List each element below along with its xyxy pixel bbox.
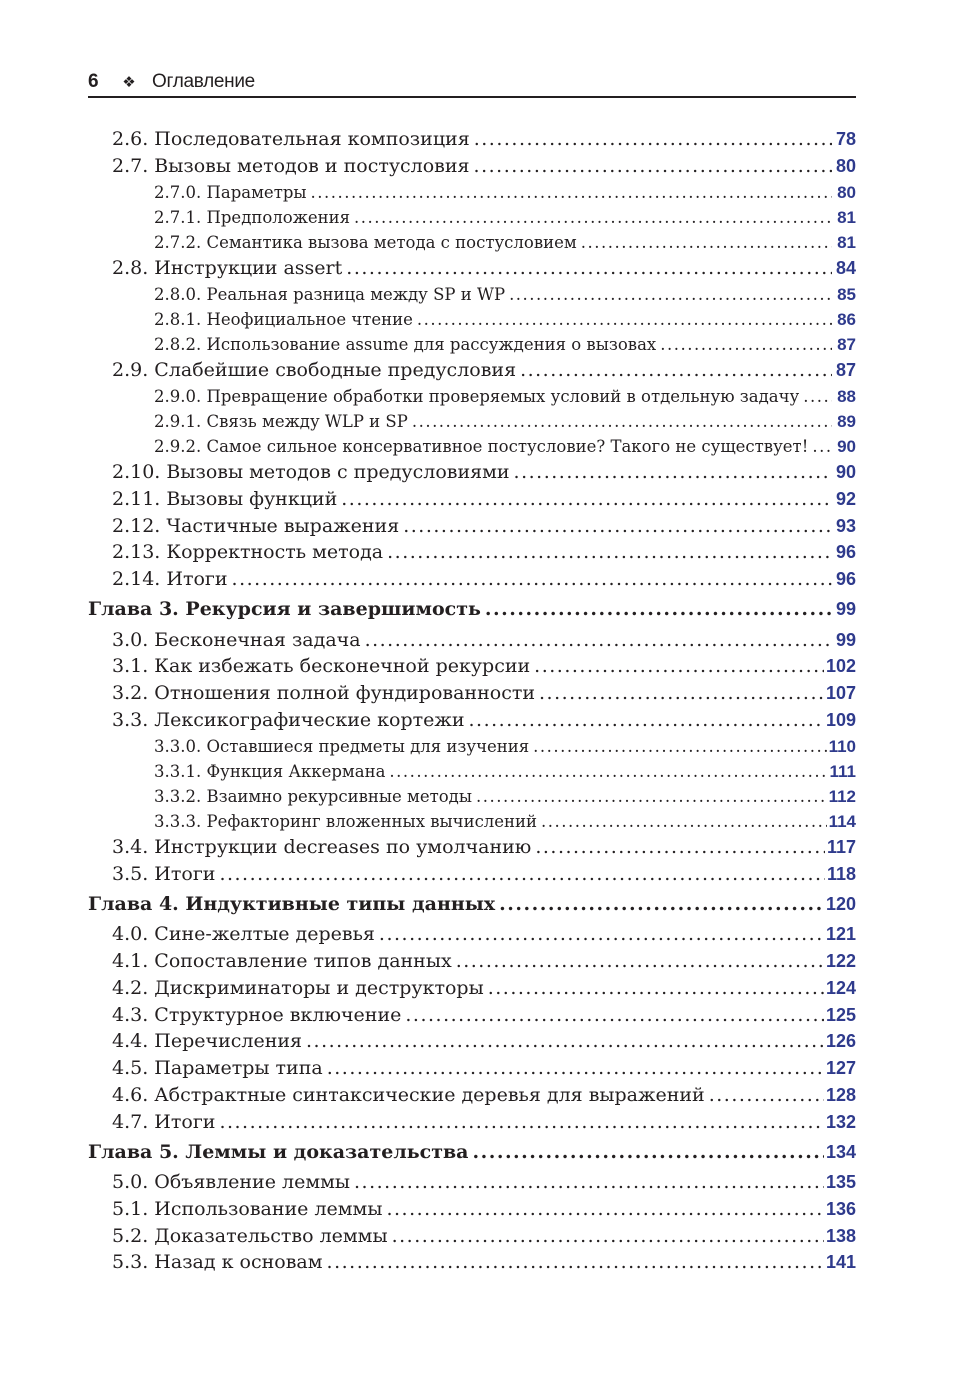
toc-entry <box>88 809 856 834</box>
toc-entry-title: 2.9.0. Превращение обработки проверяемых условий в отдельную задачу <box>154 386 800 406</box>
dot-leader <box>387 539 832 566</box>
toc-entry-page: 121 <box>825 924 856 945</box>
toc-entry <box>88 921 856 948</box>
toc-chapter-entry <box>88 593 856 627</box>
toc-entry-page: 118 <box>826 863 856 884</box>
toc-entry <box>88 1055 856 1082</box>
toc-entry-title: 3.3.2. Взаимно рекурсивные методы <box>154 786 472 806</box>
toc-entry-page: 122 <box>825 950 856 971</box>
toc-entry <box>88 1249 856 1276</box>
toc-entry <box>88 1196 856 1223</box>
toc-entry-page: 127 <box>825 1058 856 1079</box>
toc-entry-title: 2.11. Вызовы функций <box>112 487 338 510</box>
toc-entry-page: 96 <box>835 542 856 563</box>
toc-entry <box>88 948 856 975</box>
toc-entry-page: 89 <box>837 411 856 431</box>
toc-entry-title: 2.10. Вызовы методов с предусловиями <box>112 461 510 484</box>
toc-entry-title: 3.3.3. Рефакторинг вложенных вычислений <box>154 811 538 831</box>
toc-entry-page: 124 <box>825 977 856 998</box>
toc-entry-page: 136 <box>825 1198 856 1219</box>
dot-leader <box>417 307 832 332</box>
toc-entry-title: 4.3. Структурное включение <box>112 1003 402 1026</box>
toc-entry-page: 117 <box>826 837 856 858</box>
dot-leader <box>539 680 824 707</box>
toc-entry <box>88 205 856 230</box>
toc-entry-title: 2.14. Итоги <box>112 568 228 591</box>
dot-leader <box>365 627 832 654</box>
toc-entry-title: Глава 3. Рекурсия и завершимость <box>88 598 481 621</box>
dot-leader <box>219 861 825 888</box>
toc-entry-page: 114 <box>828 811 856 831</box>
toc-entry-title: 3.2. Отношения полной фундированности <box>112 682 536 705</box>
dot-leader <box>456 948 824 975</box>
dot-leader <box>341 486 832 513</box>
dot-leader <box>534 653 824 680</box>
toc-entry <box>88 126 856 153</box>
toc-entry-title: 4.4. Перечисления <box>112 1030 303 1053</box>
toc-entry-page: 96 <box>835 569 856 590</box>
toc-entry-title: 3.3. Лексикографические кортежи <box>112 708 465 731</box>
dot-leader <box>232 566 832 593</box>
toc-entry-title: 2.13. Корректность метода <box>112 541 384 564</box>
toc-entry-page: 78 <box>835 129 856 149</box>
dot-leader <box>219 1109 824 1136</box>
toc-entry-title: 4.6. Абстрактные синтаксические деревья для выражений <box>112 1083 705 1106</box>
toc-entry-title: 2.7. Вызовы методов и постусловия <box>112 154 470 177</box>
ornament-icon: ❖ <box>122 74 136 91</box>
dot-leader <box>541 809 827 834</box>
toc-entry-page: 92 <box>835 488 856 509</box>
toc-entry <box>88 459 856 486</box>
dot-leader <box>412 409 832 434</box>
toc-entry-page: 99 <box>835 599 856 620</box>
dot-leader <box>346 255 832 282</box>
dot-leader <box>354 1169 824 1196</box>
dot-leader <box>535 834 825 861</box>
toc-entry <box>88 409 856 434</box>
dot-leader <box>499 888 824 922</box>
toc-entry <box>88 975 856 1002</box>
toc-entry <box>88 282 856 307</box>
toc-entry-title: 5.1. Использование леммы <box>112 1197 383 1220</box>
toc-entry <box>88 180 856 205</box>
toc-chapter-entry <box>88 1136 856 1170</box>
toc-entry-page: 132 <box>825 1111 856 1132</box>
dot-leader <box>476 784 827 809</box>
dot-leader <box>327 1249 824 1276</box>
toc-entry-title: 2.8.1. Неофициальное чтение <box>154 309 413 329</box>
toc-entry <box>88 384 856 409</box>
dot-leader <box>306 1028 824 1055</box>
page-number: 6 <box>88 71 99 92</box>
toc-entry-page: 134 <box>825 1141 856 1162</box>
toc-entry <box>88 1169 856 1196</box>
toc-entry-title: 3.4. Инструкции decreases по умолчанию <box>112 836 532 859</box>
toc-entry-title: 4.1. Сопоставление типов данных <box>112 949 452 972</box>
dot-leader <box>485 593 832 627</box>
toc-entry-page: 80 <box>835 155 856 176</box>
toc-entry-title: 3.0. Бесконечная задача <box>112 628 361 651</box>
toc-entry-title: 2.9.2. Самое сильное консервативное постусловие? Такого не существует! <box>154 436 809 456</box>
toc-entry-title: 2.8. Инструкции assert <box>112 256 343 279</box>
toc-entry-title: 4.0. Сине-желтые деревья <box>112 923 375 946</box>
dot-leader <box>812 434 832 459</box>
toc-entry-page: 90 <box>835 462 856 483</box>
toc-entry <box>88 1109 856 1136</box>
toc-entry-page: 111 <box>829 761 856 781</box>
toc-chapter-entry <box>88 888 856 922</box>
toc-entry-page: 88 <box>837 386 856 406</box>
toc-entry-page: 135 <box>825 1172 856 1193</box>
toc-entry-title: 2.8.2. Использование assume для рассуждения о вызовах <box>154 334 657 354</box>
toc-entry-page: 80 <box>837 182 856 202</box>
toc-entry <box>88 784 856 809</box>
toc-entry <box>88 1002 856 1029</box>
toc-entry-page: 86 <box>837 309 856 329</box>
dot-leader <box>520 357 832 384</box>
toc-entry-title: 2.9. Слабейшие свободные предусловия <box>112 358 517 381</box>
toc-entry-title: 2.12. Частичные выражения <box>112 514 400 537</box>
dot-leader <box>403 513 832 540</box>
dot-leader <box>581 230 832 255</box>
toc-entry <box>88 707 856 734</box>
dot-leader <box>392 1223 824 1250</box>
dot-leader <box>514 459 832 486</box>
dot-leader <box>311 180 832 205</box>
toc-entry-page: 125 <box>825 1004 856 1025</box>
toc-entry <box>88 486 856 513</box>
toc-entry <box>88 834 856 861</box>
toc-entry <box>88 255 856 282</box>
toc-entry-title: 5.2. Доказательство леммы <box>112 1224 388 1247</box>
dot-leader <box>533 734 826 759</box>
dot-leader <box>474 153 832 180</box>
toc-entry-title: 4.7. Итоги <box>112 1110 216 1133</box>
toc-entry-page: 138 <box>825 1225 856 1246</box>
toc-entry-page: 85 <box>837 284 856 304</box>
toc-entry <box>88 861 856 888</box>
dot-leader <box>709 1082 824 1109</box>
toc-entry-title: 2.9.1. Связь между WLP и SP <box>154 411 408 431</box>
toc-entry <box>88 332 856 357</box>
dot-leader <box>803 384 832 409</box>
toc-entry <box>88 434 856 459</box>
toc-entry-page: 102 <box>825 656 856 677</box>
toc-entry <box>88 734 856 759</box>
toc-entry-title: Глава 4. Индуктивные типы данных <box>88 892 496 915</box>
dot-leader <box>386 1196 824 1223</box>
toc-entry-title: 3.1. Как избежать бесконечной рекурсии <box>112 655 531 678</box>
toc-entry-page: 99 <box>835 629 856 650</box>
toc-entry <box>88 680 856 707</box>
dot-leader <box>474 126 832 153</box>
dot-leader <box>405 1002 824 1029</box>
table-of-contents <box>88 126 856 1276</box>
toc-entry <box>88 566 856 593</box>
toc-entry-title: 2.7.1. Предположения <box>154 207 351 227</box>
toc-entry <box>88 153 856 180</box>
toc-entry-title: 3.3.1. Функция Аккермана <box>154 761 386 781</box>
toc-entry-page: 81 <box>837 232 856 252</box>
toc-entry-title: 5.0. Объявление леммы <box>112 1171 351 1194</box>
toc-entry-title: 2.7.2. Семантика вызова метода с постусловием <box>154 232 577 252</box>
running-head-title: Оглавление <box>152 71 255 92</box>
toc-entry-title: 3.5. Итоги <box>112 862 216 885</box>
toc-entry-title: 4.5. Параметры типа <box>112 1057 323 1080</box>
dot-leader <box>660 332 832 357</box>
dot-leader <box>389 759 827 784</box>
toc-entry-page: 128 <box>825 1084 856 1105</box>
toc-entry-page: 112 <box>828 786 856 806</box>
dot-leader <box>327 1055 824 1082</box>
toc-entry-page: 109 <box>825 709 856 730</box>
toc-entry-page: 87 <box>837 334 856 354</box>
toc-entry <box>88 1223 856 1250</box>
dot-leader <box>472 1136 823 1170</box>
toc-entry <box>88 1028 856 1055</box>
toc-entry <box>88 513 856 540</box>
toc-entry-title: 2.7.0. Параметры <box>154 182 307 202</box>
toc-entry <box>88 653 856 680</box>
dot-leader <box>509 282 832 307</box>
toc-entry <box>88 627 856 654</box>
toc-entry-page: 107 <box>825 683 856 704</box>
toc-entry <box>88 1082 856 1109</box>
toc-entry-page: 93 <box>835 515 856 536</box>
dot-leader <box>469 707 824 734</box>
toc-entry-page: 87 <box>835 359 856 380</box>
toc-entry-title: 5.3. Назад к основам <box>112 1251 323 1274</box>
toc-entry <box>88 307 856 332</box>
toc-entry-title: 3.3.0. Оставшиеся предметы для изучения <box>154 736 530 756</box>
toc-entry-page: 120 <box>825 893 856 914</box>
toc-entry <box>88 539 856 566</box>
toc-entry-title: 4.2. Дискриминаторы и деструкторы <box>112 976 484 999</box>
toc-entry-page: 126 <box>825 1031 856 1052</box>
toc-entry-page: 81 <box>837 207 856 227</box>
toc-entry-page: 141 <box>825 1252 856 1273</box>
toc-entry-page: 84 <box>835 257 856 278</box>
running-head <box>88 70 856 98</box>
toc-entry <box>88 759 856 784</box>
toc-entry-title: 2.8.0. Реальная разница между SP и WP <box>154 284 506 304</box>
toc-entry <box>88 230 856 255</box>
dot-leader <box>354 205 832 230</box>
toc-entry-title: 2.6. Последовательная композиция <box>112 128 470 150</box>
toc-entry-page: 90 <box>837 436 856 456</box>
dot-leader <box>379 921 824 948</box>
toc-entry <box>88 357 856 384</box>
dot-leader <box>488 975 824 1002</box>
toc-entry-page: 110 <box>828 736 856 756</box>
toc-entry-title: Глава 5. Леммы и доказательства <box>88 1140 469 1163</box>
